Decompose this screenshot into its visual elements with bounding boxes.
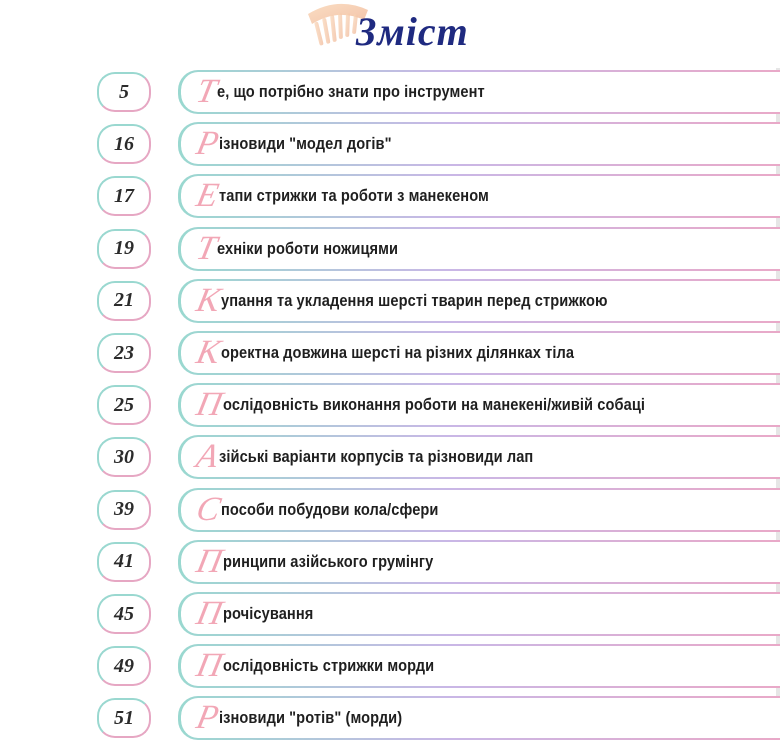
page-number-badge: 49 (97, 646, 151, 686)
decorative-initial: С (193, 490, 224, 528)
page-number-badge: 41 (97, 542, 151, 582)
toc-entry-bar (178, 488, 780, 532)
toc-entry-title (193, 281, 670, 321)
page-number-badge: 30 (97, 437, 151, 477)
toc-entry-bar (178, 70, 780, 114)
decorative-initial: А (193, 438, 222, 476)
toc-entry-bar (178, 592, 780, 636)
decorative-initial: Р (193, 699, 222, 737)
toc-entry-title (193, 176, 533, 216)
toc-entry-bar (178, 279, 780, 323)
page-number-badge: 51 (97, 698, 151, 738)
toc-entry-title (193, 594, 328, 634)
page-number-badge: 45 (97, 594, 151, 634)
toc-row[interactable] (0, 540, 780, 584)
toc-entry-title (193, 490, 474, 530)
toc-entry-bar (178, 435, 780, 479)
toc-entry-text: тапи стрижки та роботи з манекеном (218, 186, 489, 206)
decorative-initial: П (193, 595, 226, 632)
decorative-initial: К (193, 334, 224, 371)
decorative-initial: К (193, 281, 224, 319)
toc-entry-title (193, 698, 432, 738)
toc-row[interactable] (0, 383, 780, 427)
page-number-badge: 16 (97, 124, 151, 164)
page-number-badge: 25 (97, 385, 151, 425)
decorative-initial: П (193, 386, 226, 424)
page-number-badge: 21 (97, 281, 151, 321)
toc-row[interactable] (0, 331, 780, 375)
decorative-initial: П (193, 647, 226, 685)
toc-row[interactable] (0, 227, 780, 271)
toc-entry-text: пособи побудови кола/сфери (220, 499, 439, 519)
toc-entry-text: ринципи азійського грумінгу (222, 551, 433, 571)
toc-entry-text: ехніки роботи ножицями (216, 238, 399, 258)
toc-entry-title (193, 72, 528, 112)
toc-entry-text: ізновиди "ротів" (морди) (218, 708, 403, 728)
decorative-initial: Е (193, 177, 222, 215)
decorative-initial: Р (193, 125, 222, 163)
page-number-badge: 17 (97, 176, 151, 216)
toc-entry-text: ізновиди "модел догів" (218, 134, 392, 154)
toc-entry-bar (178, 696, 780, 740)
toc-entry-title (193, 229, 428, 269)
toc-row[interactable] (0, 592, 780, 636)
toc-entry-title (193, 124, 420, 164)
toc-entry-bar (178, 644, 780, 688)
toc-row[interactable] (0, 488, 780, 532)
decorative-initial: Т (193, 229, 220, 267)
header (0, 0, 780, 66)
toc-row[interactable] (0, 696, 780, 740)
toc-entry-bar (178, 227, 780, 271)
toc-row[interactable] (0, 174, 780, 218)
toc-entry-title (193, 437, 584, 477)
toc-entry-title (193, 385, 713, 425)
toc-entry-text: упання та укладення шерсті тварин перед стрижкою (220, 290, 608, 310)
toc-entry-bar (178, 122, 780, 166)
page-number-badge: 5 (97, 72, 151, 112)
toc-entry-bar (178, 174, 780, 218)
page-title: Зміст (356, 9, 469, 54)
page-number-badge: 23 (97, 333, 151, 373)
toc-row[interactable] (0, 122, 780, 166)
toc-row[interactable] (0, 279, 780, 323)
decorative-initial: П (193, 542, 226, 580)
decorative-initial: Т (193, 73, 220, 110)
toc-entry-text: рочісування (222, 604, 313, 623)
toc-entry-bar (178, 331, 780, 375)
toc-entry-text: ослідовність виконання роботи на манекені/живій собаці (222, 395, 645, 415)
toc-row[interactable] (0, 644, 780, 688)
toc-entry-text: оректна довжина шерсті на різних ділянках тіла (220, 343, 574, 362)
page-number-badge: 19 (97, 229, 151, 269)
toc-entry-text: зійські варіанти корпусів та різновиди лап (218, 447, 534, 467)
toc-entry-title (193, 333, 631, 373)
toc-entry-text: ослідовність стрижки морди (222, 656, 434, 676)
toc-entry-bar (178, 540, 780, 584)
toc-entry-text: е, що потрібно знати про інструмент (216, 82, 485, 101)
toc-row[interactable] (0, 70, 780, 114)
toc-entry-bar (178, 383, 780, 427)
toc-entry-title (193, 542, 467, 582)
page-number-badge: 39 (97, 490, 151, 530)
toc-entry-title (193, 646, 468, 686)
toc-row[interactable] (0, 435, 780, 479)
